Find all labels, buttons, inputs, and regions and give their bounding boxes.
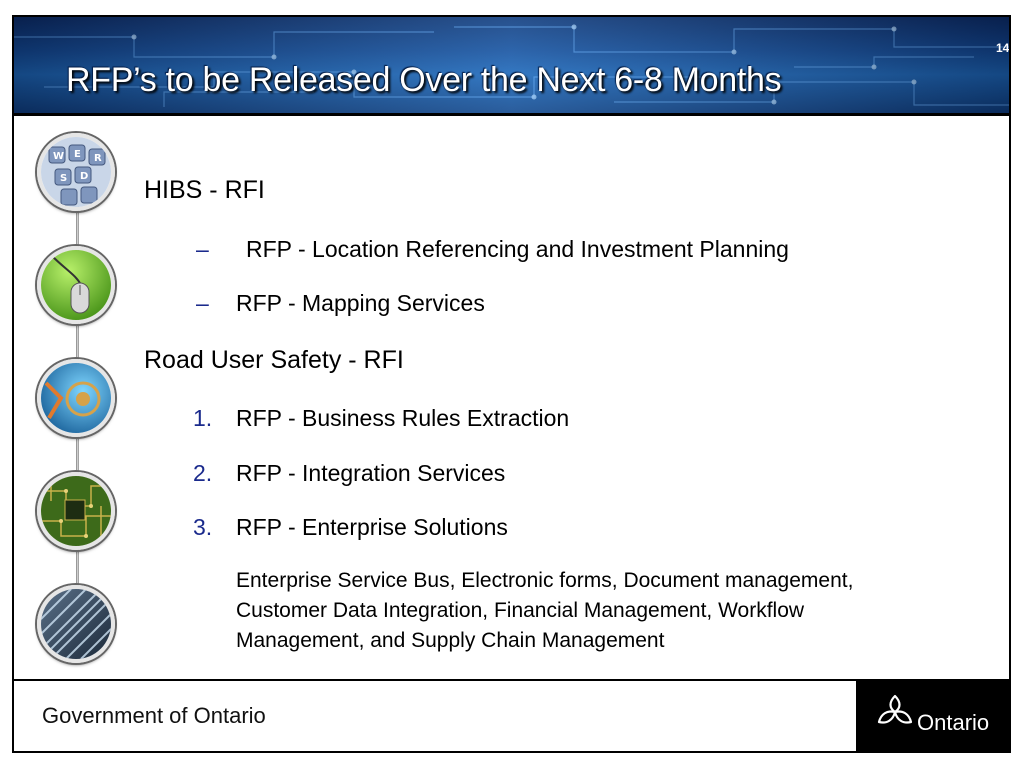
list-item: RFP - Mapping Services bbox=[236, 290, 485, 316]
slide-title: RFP’s to be Released Over the Next 6-8 Months bbox=[66, 61, 782, 99]
svg-text:E: E bbox=[74, 149, 81, 160]
enterprise-solutions-detail bbox=[236, 566, 996, 656]
icon-column bbox=[37, 133, 117, 653]
trillium-icon bbox=[875, 692, 915, 732]
fiber-optic-icon bbox=[37, 585, 115, 663]
list-number: 3. bbox=[193, 514, 213, 540]
list-item: RFP - Business Rules Extraction bbox=[236, 405, 570, 431]
list-item: RFP - Integration Services bbox=[236, 460, 506, 486]
footer-government-label: Government of Ontario bbox=[42, 703, 266, 728]
list-item: RFP - Location Referencing and Investment Planning bbox=[246, 236, 789, 262]
section-heading-road-user-safety: Road User Safety - RFI bbox=[144, 346, 404, 374]
list-number: 1. bbox=[193, 405, 213, 431]
section-heading-hibs: HIBS - RFI bbox=[144, 176, 265, 204]
computer-mouse-icon bbox=[37, 246, 115, 324]
list-item: RFP - Enterprise Solutions bbox=[236, 514, 508, 540]
list-number: 2. bbox=[193, 460, 213, 486]
circuit-board-icon bbox=[37, 472, 115, 550]
svg-text:S: S bbox=[60, 173, 68, 184]
banner-divider bbox=[14, 113, 1009, 116]
bullet-dash: – bbox=[196, 290, 209, 316]
detail-line: Enterprise Service Bus, Electronic forms, Document management, bbox=[236, 569, 854, 592]
title-banner bbox=[14, 17, 1009, 113]
ontario-logo-text: Ontario bbox=[917, 710, 990, 735]
detail-line: Customer Data Integration, Financial Management, Workflow bbox=[236, 599, 805, 622]
page-number: 14 bbox=[996, 41, 1009, 55]
keyboard-keys-icon bbox=[37, 133, 115, 211]
svg-text:W: W bbox=[53, 151, 65, 162]
svg-text:D: D bbox=[80, 171, 89, 182]
svg-text:R: R bbox=[94, 153, 102, 164]
circuit-chip-icon bbox=[37, 359, 115, 437]
bullet-dash: – bbox=[196, 236, 209, 262]
detail-line: Management, and Supply Chain Management bbox=[236, 629, 665, 652]
